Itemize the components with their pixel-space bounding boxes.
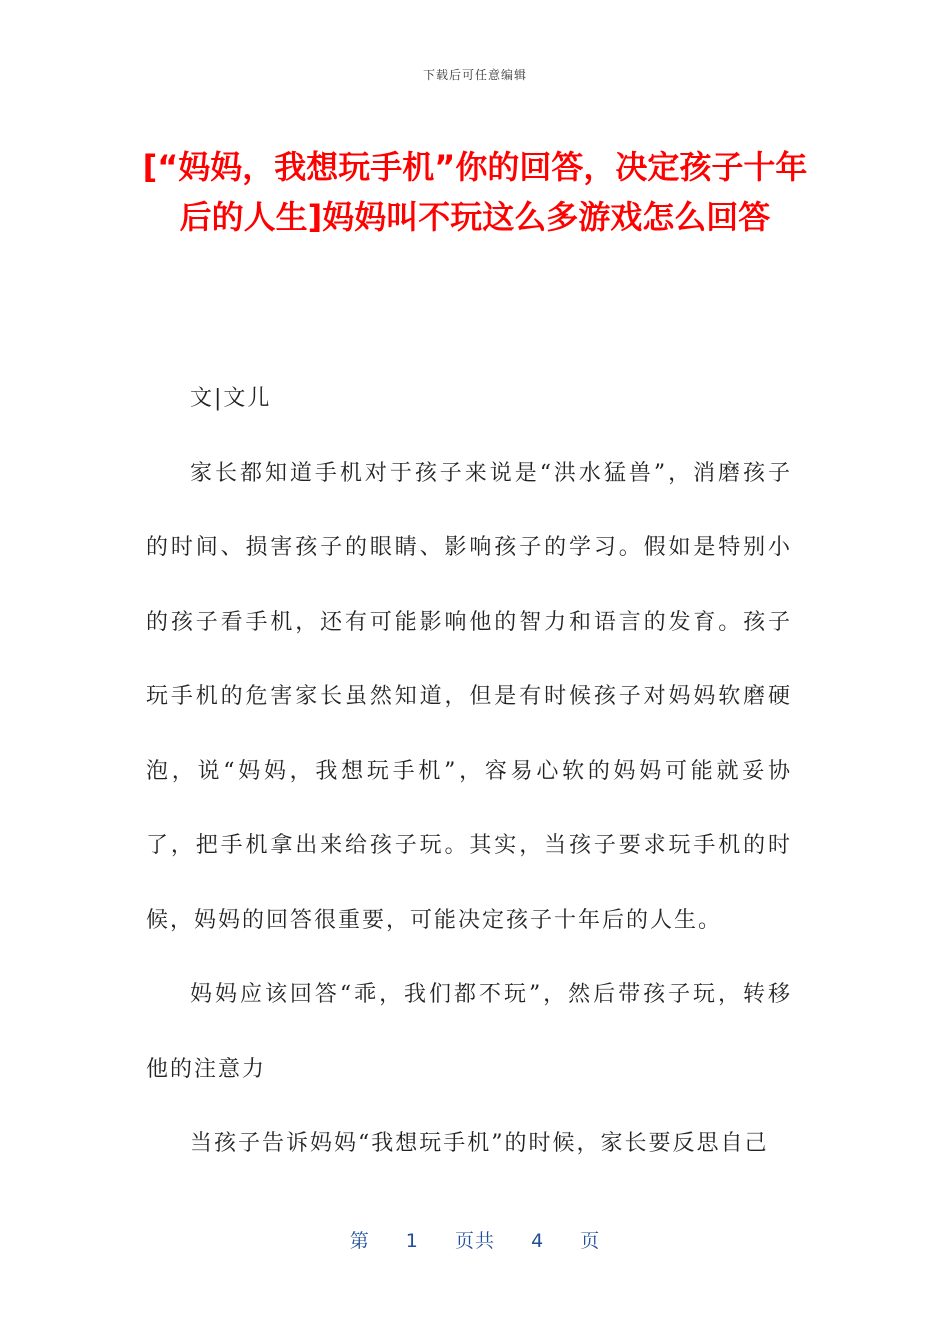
paragraph: 家长都知道手机对于孩子来说是“洪水猛兽”，消磨孩子的时间、损害孩子的眼睛、影响孩子的学习。假如是特别小的孩子看手机，还有可能影响他的智力和语言的发育。孩子玩手机的危害家长虽然知道，但是有时候孩子对妈妈软磨硬泡，说“妈妈，我想玩手机”，容易心软的妈妈可能就妥协了，把手机拿出来给孩子玩。其实，当孩子要求玩手机的时候，妈妈的回答很重要，可能决定孩子十年后的人生。 bbox=[146, 460, 792, 933]
paragraph: 当孩子告诉妈妈“我想玩手机”的时候，家长要反思自己 bbox=[190, 1131, 769, 1156]
document-body bbox=[146, 362, 792, 1182]
footer-middle: 页共 bbox=[454, 1230, 495, 1252]
footer-prefix: 第 bbox=[349, 1230, 370, 1252]
document-title: [“妈妈，我想玩手机”你的回答，决定孩子十年后的人生]妈妈叫不玩这么多游戏怎么回答 bbox=[142, 148, 808, 236]
author-line: 文|文儿 bbox=[190, 386, 272, 411]
page-footer bbox=[0, 1226, 950, 1253]
header-note: 下载后可任意编辑 bbox=[422, 68, 527, 82]
footer-suffix: 页 bbox=[580, 1230, 601, 1252]
footer-total-pages: 4 bbox=[531, 1230, 545, 1252]
footer-page-number: 1 bbox=[405, 1230, 419, 1252]
paragraph: 妈妈应该回答“乖，我们都不玩”，然后带孩子玩，转移他的注意力 bbox=[146, 982, 792, 1082]
